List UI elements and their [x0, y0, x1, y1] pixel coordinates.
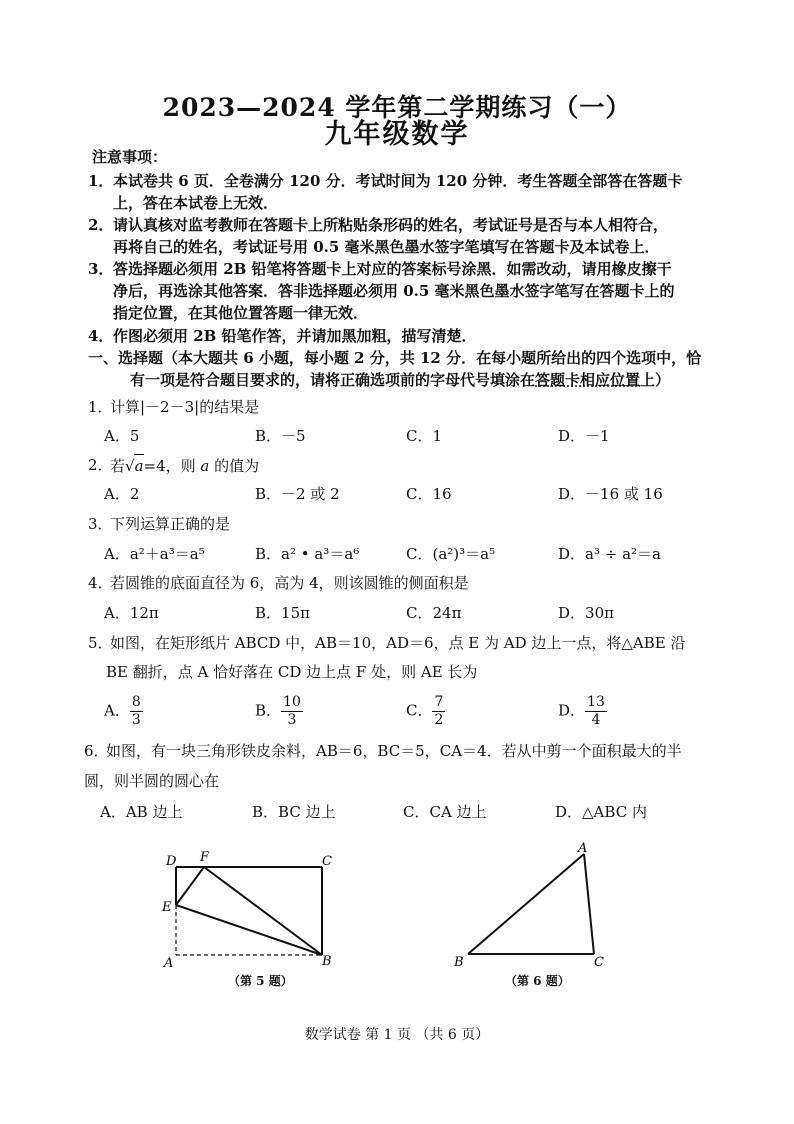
q5-option-b-fraction	[281, 694, 303, 729]
q5-option-d	[558, 694, 607, 729]
q6-option-d: D．△ABC 内	[555, 803, 647, 821]
section-1-line2-a: 有一项是符合题目要求的，请将正确选项前的字母代号填涂在	[130, 371, 536, 389]
q2-stem-post: =4，则	[143, 457, 201, 475]
fraction-denominator: 3	[131, 712, 141, 728]
figure-6-diagram	[448, 838, 618, 973]
section-1-line1: 一、选择题（本大题共 6 小题，每小题 2 分，共 12 分．在每小题所给出的四个选项中，恰	[88, 349, 702, 367]
figure-5-caption: （第 5 题）	[228, 974, 293, 988]
note-2-line: 再将自己的姓名，考试证号用 0.5 毫米黑色墨水签字笔填写在答题卡及本试卷上．	[113, 238, 660, 256]
q3-option-b: B．a² • a³＝a⁶	[255, 545, 360, 563]
q1-option-c: C．1	[406, 427, 443, 445]
question-5-line2: BE 翻折，点 A 恰好落在 CD 边上点 F 处，则 AE 长为	[106, 663, 478, 681]
question-5-num: 5．	[88, 634, 113, 652]
q5-option-a-fraction	[130, 694, 143, 729]
q5-option-a	[104, 694, 143, 729]
note-2-line: 请认真核对监考教师在答题卡上所粘贴条形码的姓名，考试证号是否与本人相符合，	[113, 216, 669, 234]
q5-option-a-label: A．	[104, 701, 130, 720]
note-3-line: 指定位置，在其他位置答题一律无效．	[113, 304, 369, 322]
exam-subtitle: 九年级数学	[324, 119, 470, 150]
q2-option-d: D．－16 或 16	[558, 485, 663, 503]
edge-eb	[176, 905, 322, 955]
q3-option-a: A．a²＋a³＝a⁵	[104, 545, 205, 563]
q2-option-a: A．2	[104, 485, 140, 503]
label-d: D	[166, 854, 177, 869]
page-footer: 数学试卷 第 1 页 （共 6 页）	[304, 1027, 490, 1043]
fraction-numerator: 13	[587, 694, 605, 710]
q6-option-c: C．CA 边上	[403, 803, 487, 821]
notes-heading: 注意事项：	[92, 148, 168, 166]
section-1-line2-c: 上）	[640, 371, 671, 389]
edge-ca	[584, 854, 594, 954]
question-4-num: 4．	[88, 574, 113, 592]
sqrt-sign: √	[125, 457, 135, 475]
question-2-stem	[110, 454, 259, 477]
question-4-stem: 若圆锥的底面直径为 6，高为 4，则该圆锥的侧面积是	[110, 574, 469, 592]
label-a: A	[578, 841, 588, 856]
note-2-num: 2．	[88, 216, 114, 234]
q6-option-b: B．BC 边上	[252, 803, 336, 821]
label-b: B	[454, 955, 464, 970]
q5-option-b	[255, 694, 303, 729]
label-c: C	[322, 854, 332, 869]
note-4-num: 4．	[88, 327, 114, 345]
question-3-num: 3．	[88, 515, 113, 533]
edge-ab	[468, 854, 584, 954]
question-1-stem: 计算|－2－3|的结果是	[110, 398, 260, 416]
note-3-num: 3．	[88, 260, 114, 278]
fraction-numerator: 10	[283, 694, 301, 710]
q2-option-b: B．－2 或 2	[255, 485, 340, 503]
question-5-line1: 如图，在矩形纸片 ABCD 中，AB＝10，AD＝6，点 E 为 AD 边上一点，将△ABE 沿	[110, 634, 686, 652]
figure-6-caption: （第 6 题）	[505, 974, 570, 988]
q4-option-b: B．15π	[255, 604, 310, 622]
label-c: C	[594, 955, 604, 970]
fraction-denominator: 4	[591, 712, 601, 728]
q4-option-c: C．24π	[406, 604, 462, 622]
label-a: A	[164, 956, 174, 971]
q2-option-c: C．16	[406, 485, 452, 503]
figure-5-diagram	[160, 845, 360, 975]
question-6-num: 6．	[84, 742, 109, 760]
q2-radicand: a	[134, 454, 144, 477]
note-3-line: 净后，再选涂其他答案．答非选择题必须用 0.5 毫米黑色墨水签字笔写在答题卡上的	[113, 282, 675, 300]
q1-option-a: A．5	[104, 427, 140, 445]
q5-option-d-label: D．	[558, 701, 586, 720]
q4-option-a: A．12π	[104, 604, 159, 622]
question-2-num: 2．	[88, 456, 113, 474]
q5-option-b-label: B．	[255, 701, 282, 720]
q5-option-c	[406, 694, 445, 729]
note-3-line: 答选择题必须用 2B 铅笔将答题卡上对应的答案标号涂黑．如需改动，请用橡皮擦干	[113, 260, 672, 278]
q3-option-d: D．a³ ÷ a²＝a	[558, 545, 661, 563]
label-f: F	[200, 850, 210, 865]
q2-variable: a	[200, 457, 210, 475]
q3-option-c: C．(a²)³＝a⁵	[406, 545, 496, 563]
label-e: E	[162, 900, 172, 915]
fraction-numerator: 7	[434, 694, 444, 710]
q2-stem-pre: 若	[110, 457, 126, 475]
fraction-numerator: 8	[131, 694, 141, 710]
q2-stem-end: 的值为	[209, 457, 260, 475]
fraction-denominator: 2	[434, 712, 444, 728]
q6-option-a: A．AB 边上	[100, 803, 183, 821]
question-1-num: 1．	[88, 398, 113, 416]
exam-title: 2023—2024 学年第二学期练习（一）	[162, 93, 632, 122]
question-6-line1: 如图，有一块三角形铁皮余料，AB＝6，BC＝5，CA＝4．若从中剪一个面积最大的半	[106, 742, 682, 760]
q4-option-d: D．30π	[558, 604, 614, 622]
label-b: B	[322, 954, 332, 969]
note-1-line: 上，答在本试卷上无效．	[113, 194, 279, 212]
q5-option-c-fraction	[432, 694, 445, 729]
q5-option-d-fraction	[585, 694, 607, 729]
edge-fb	[204, 867, 322, 955]
section-1-line2	[130, 369, 670, 391]
question-6-line2: 圆，则半圆的圆心在	[84, 772, 220, 790]
note-1-num: 1．	[88, 172, 114, 190]
q1-option-d: D．－1	[558, 427, 610, 445]
note-1-line: 本试卷共 6 页．全卷满分 120 分．考试时间为 120 分钟．考生答题全部答在答题卡	[113, 172, 683, 190]
section-1-line2-emphasis: 答题卡相应位置	[535, 371, 641, 389]
q5-option-c-label: C．	[406, 701, 433, 720]
edge-ef	[176, 867, 204, 905]
q1-option-b: B．－5	[255, 427, 306, 445]
question-3-stem: 下列运算正确的是	[110, 515, 231, 533]
fraction-denominator: 3	[287, 712, 297, 728]
note-4-line: 作图必须用 2B 铅笔作答，并请加黑加粗，描写清楚．	[113, 327, 477, 345]
